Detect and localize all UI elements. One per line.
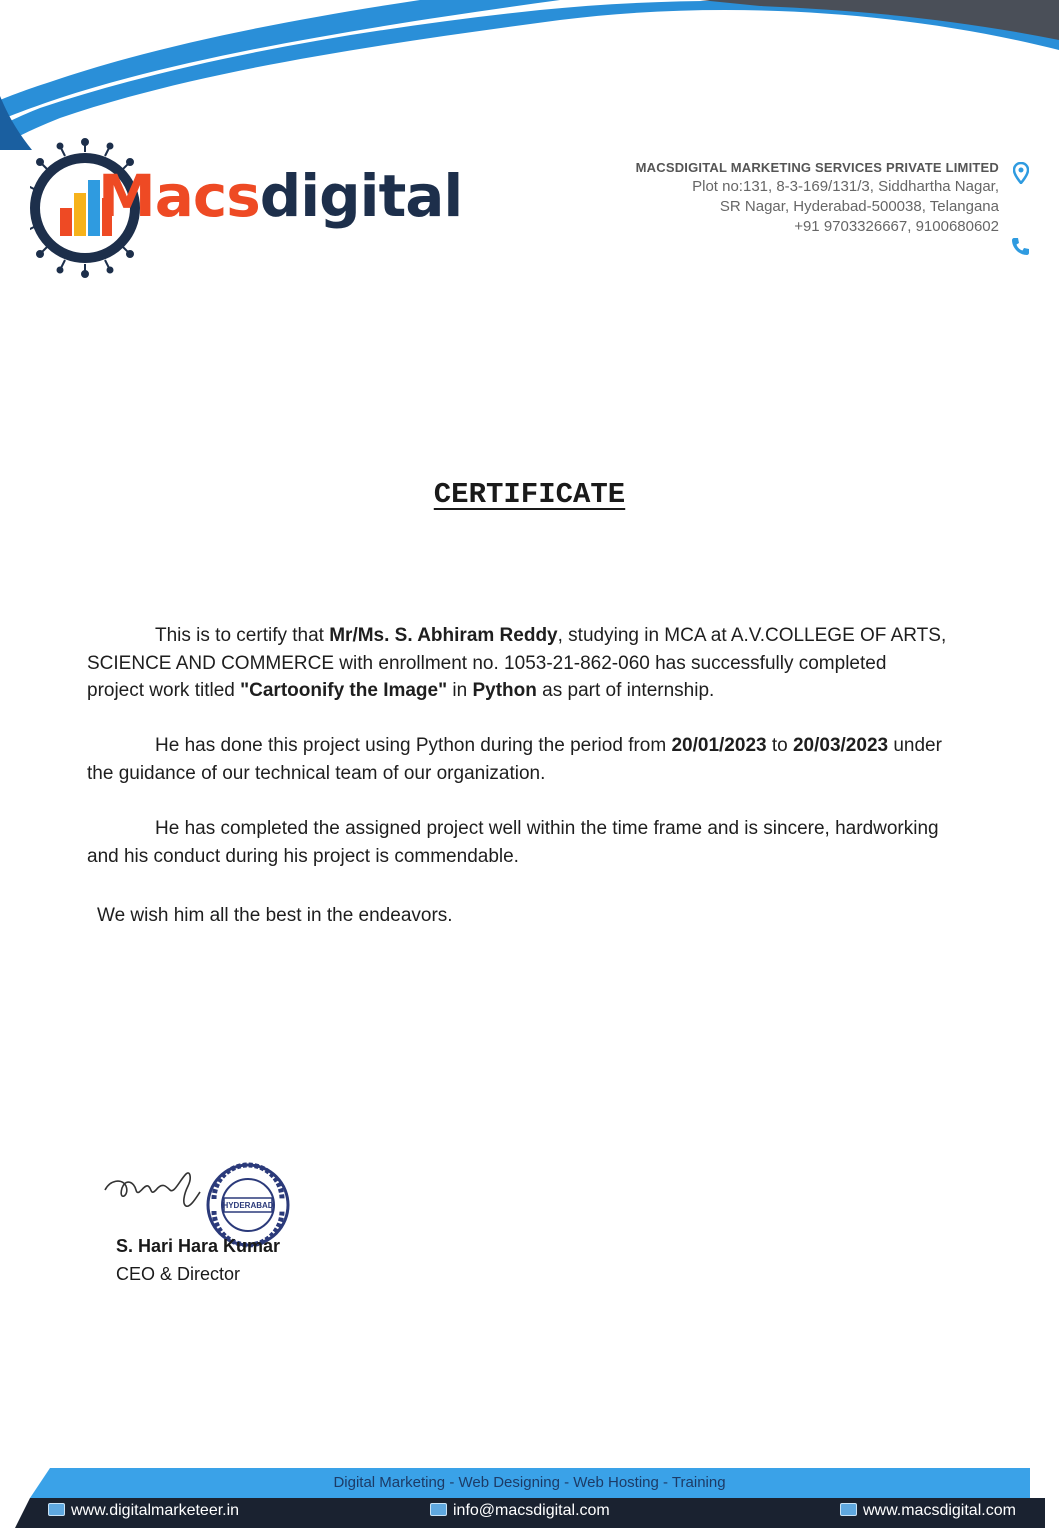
p3-text: He has completed the assigned project well within the time frame and is sincere, hardworking and his conduct during his project is commendable.: [87, 818, 939, 867]
p1-text-a: This is to certify that: [155, 625, 330, 646]
certificate-title-text: CERTIFICATE: [433, 478, 626, 511]
footer-tagline: Digital Marketing - Web Designing - Web Hosting - Training: [333, 1474, 726, 1491]
footer-website-2-text: www.macsdigital.com: [863, 1502, 1016, 1519]
certificate-closing: We wish him all the best in the endeavors.: [97, 905, 453, 926]
student-name: Mr/Ms. S. Abhiram Reddy: [329, 625, 558, 646]
logo-wordmark-digital: digital: [259, 162, 463, 230]
company-name: MACSDIGITAL MARKETING SERVICES PRIVATE LIMITED: [635, 160, 999, 175]
p1-text-c: in: [447, 680, 473, 701]
project-language: Python: [472, 680, 537, 701]
certificate-paragraph-2: [87, 732, 947, 787]
footer-email-text: info@macsdigital.com: [453, 1502, 610, 1519]
phone-icon: [1011, 236, 1029, 256]
stamp-city: HYDERABAD: [222, 1201, 274, 1210]
certificate-paragraph-1: [87, 622, 947, 705]
address-line-2: SR Nagar, Hyderabad-500038, Telangana: [719, 198, 999, 215]
certificate-title: [0, 478, 1059, 511]
phone-numbers: +91 9703326667, 9100680602: [794, 218, 999, 235]
p2-text-b: to: [766, 735, 793, 756]
project-title: "Cartoonify the Image": [240, 680, 448, 701]
handwritten-signature: [105, 1173, 200, 1206]
p2-text-c: under the guidance of our technical team of our organization.: [87, 735, 942, 784]
location-pin-icon: [1013, 162, 1029, 184]
period-start-date: 20/01/2023: [671, 735, 767, 756]
p1-text-b: , studying in MCA at A.V.COLLEGE OF ARTS, SCIENCE AND COMMERCE with enrollment no. 1053-21-862-060 has successfully completed project work titled: [87, 625, 947, 701]
logo-wordmark: [98, 162, 462, 230]
footer-website-1[interactable]: [48, 1502, 239, 1520]
mail-icon: [430, 1503, 447, 1516]
company-stamp: [208, 1165, 288, 1245]
certificate-paragraph-3: [87, 815, 947, 870]
p1-text-d: as part of internship.: [536, 680, 715, 701]
period-end-date: 20/03/2023: [792, 735, 889, 756]
footer-email[interactable]: [430, 1502, 610, 1520]
footer-website-1-text: www.digitalmarketeer.in: [71, 1502, 240, 1519]
signer-name: S. Hari Hara Kumar: [116, 1236, 281, 1256]
address-line-1: Plot no:131, 8-3-169/131/3, Siddhartha Nagar,: [692, 178, 999, 195]
logo-wordmark-macs: Macs: [98, 162, 260, 230]
company-contact-block: [636, 160, 999, 235]
footer-website-2[interactable]: [840, 1502, 1016, 1520]
globe-icon: [840, 1503, 857, 1516]
signer-designation: CEO & Director: [116, 1264, 241, 1284]
globe-icon: [48, 1503, 65, 1516]
p2-text-a: He has done this project using Python during the period from: [155, 735, 672, 756]
